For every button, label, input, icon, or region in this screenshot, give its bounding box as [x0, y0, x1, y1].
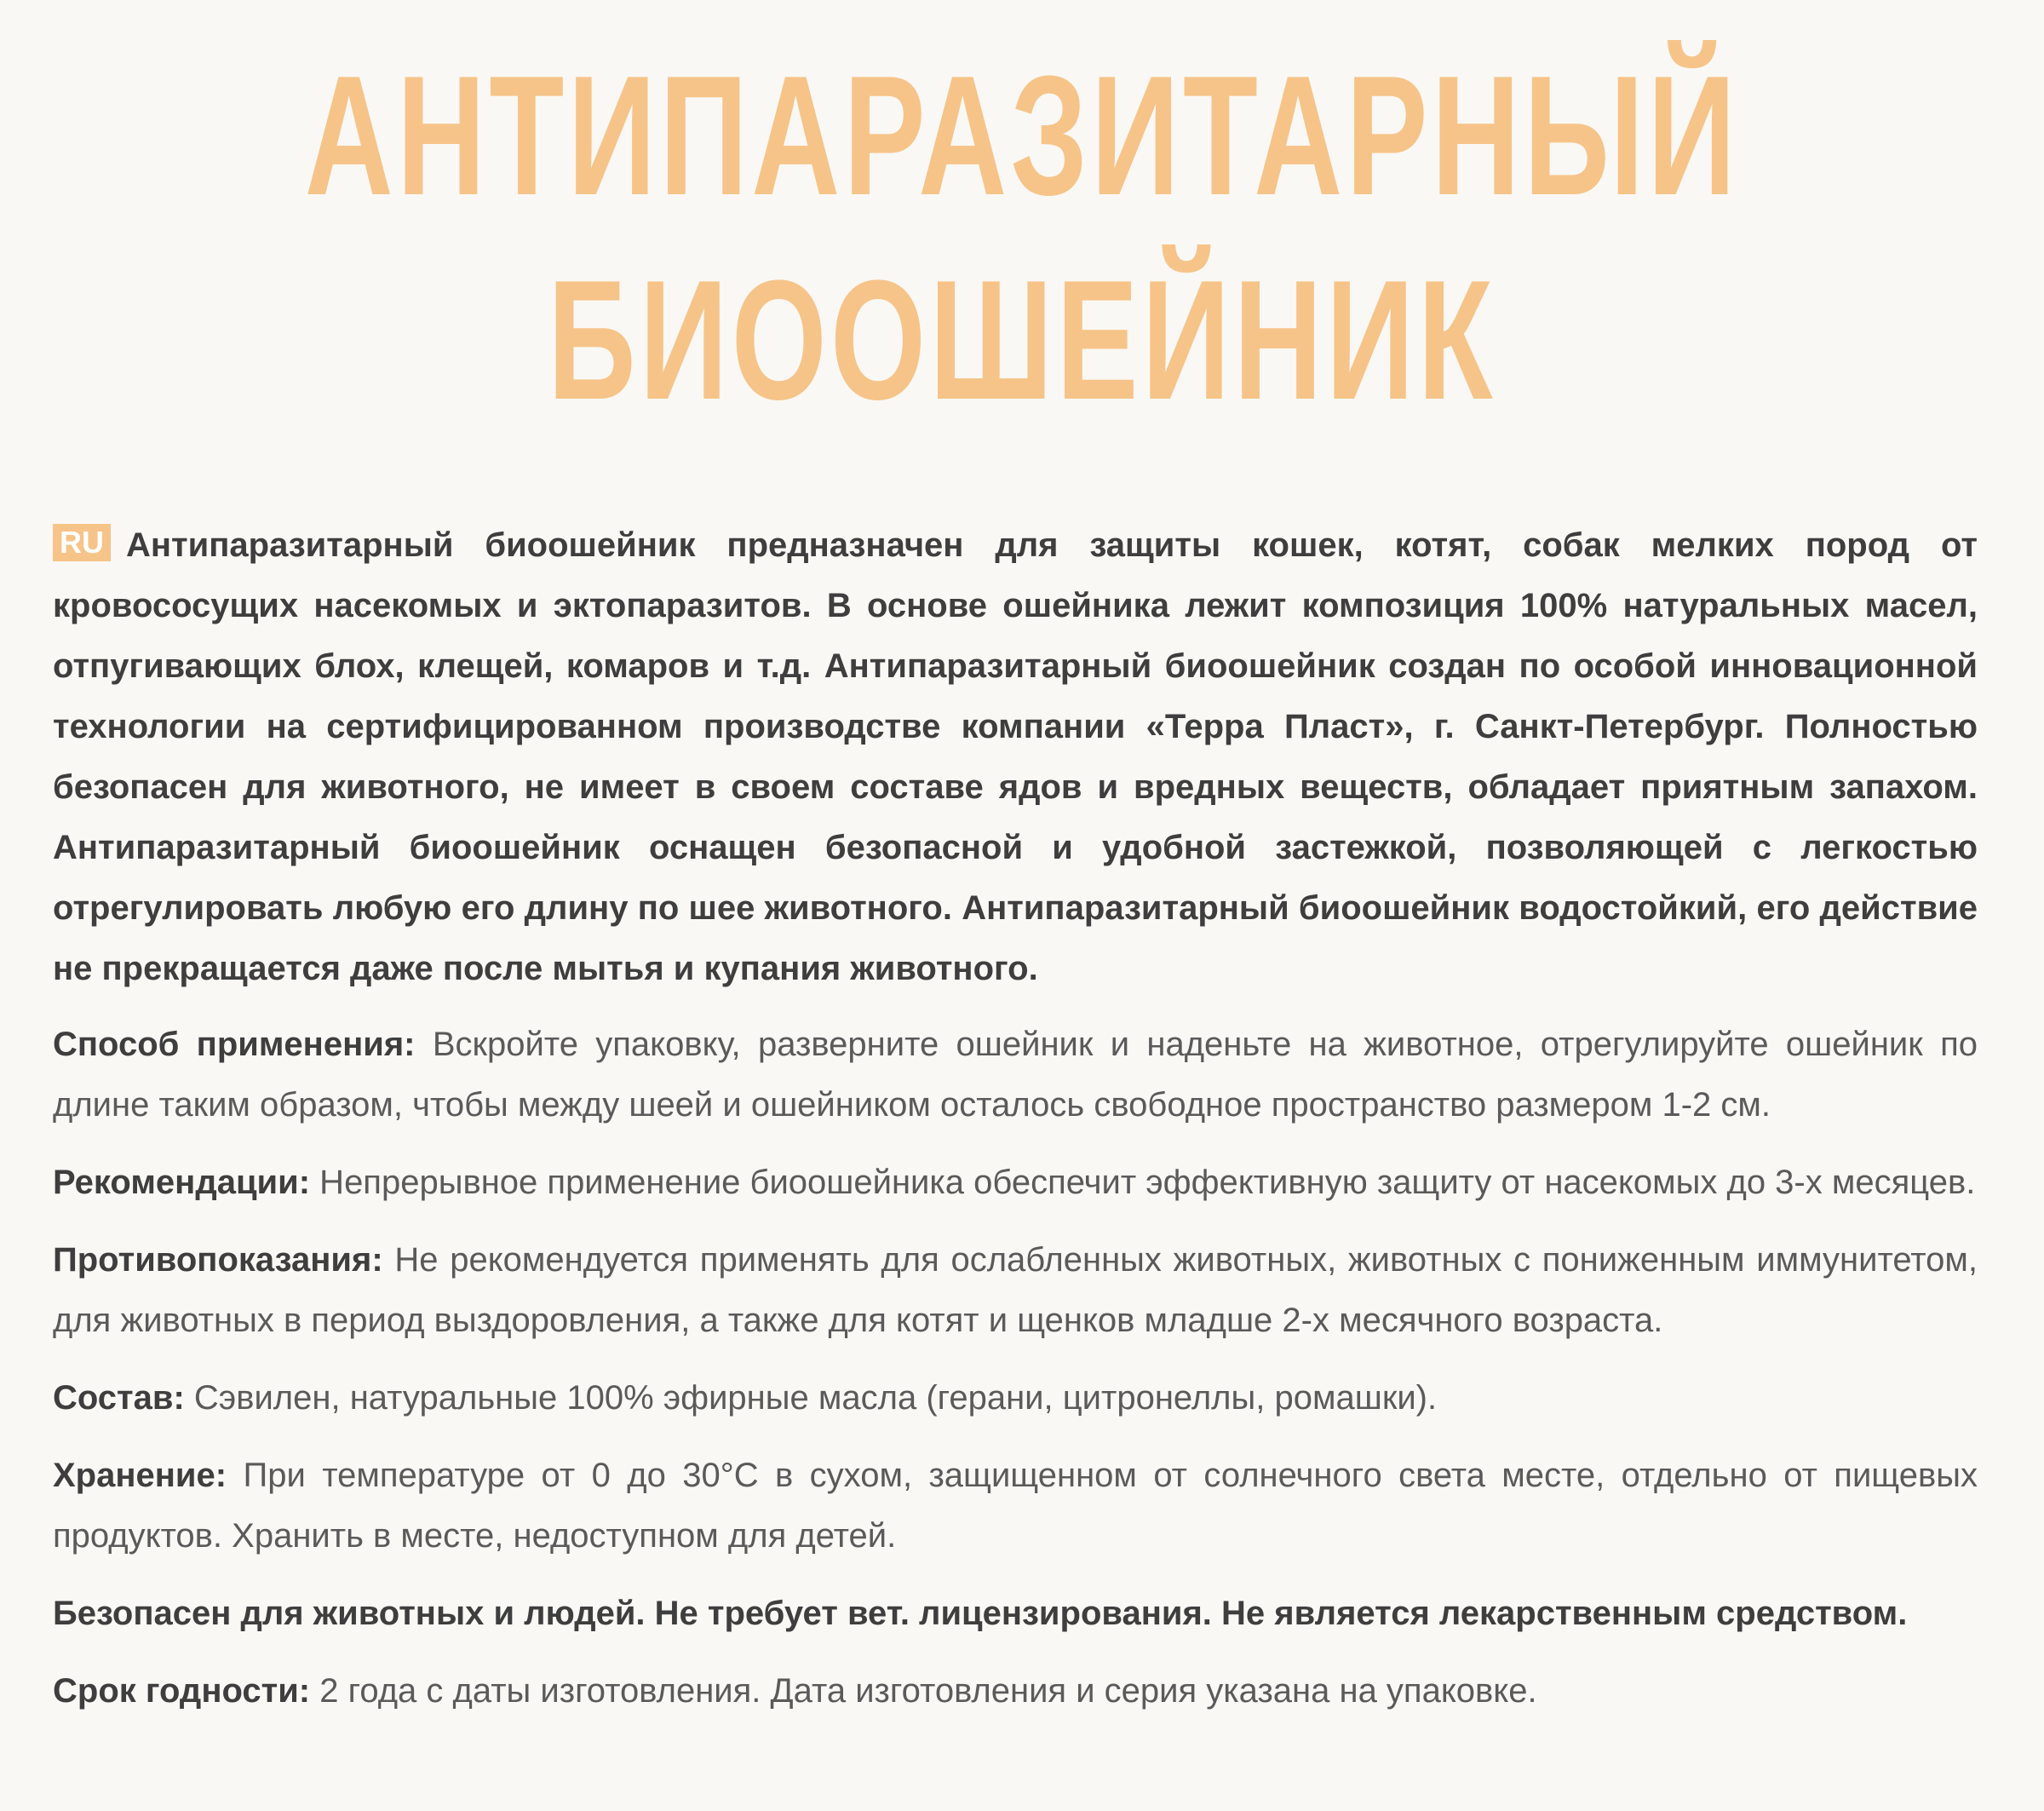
section-text: Не рекомендуется применять для ослабленных животных, животных с пониженным иммунитетом, для животных в период выздоровления, а также для котят и щенков младше 2-х месячного возраста.: [53, 1241, 1978, 1339]
section-shelf-life: [53, 1661, 1978, 1722]
title-line-2: БИООШЕЙНИК: [548, 245, 1496, 435]
section-text: При температуре от 0 до 30°С в сухом, защищенном от солнечного света месте, отдельно от пищевых продуктов. Хранить в месте, недоступном для детей.: [53, 1457, 1978, 1555]
section-label: Хранение:: [53, 1457, 227, 1494]
language-badge: RU: [53, 524, 111, 561]
title-block: [0, 34, 2044, 435]
intro-paragraph: [53, 515, 1978, 999]
section-composition: [53, 1368, 1978, 1429]
section-text: 2 года с даты изготовления. Дата изготовления и серия указана на упаковке.: [310, 1672, 1537, 1710]
safety-statement: Безопасен для животных и людей. Не требует вет. лицензирования. Не является лекарственным средством.: [53, 1595, 1908, 1632]
section-text: Непрерывное применение биоошейника обеспечит эффективную защиту от насекомых до 3-х месяцев.: [310, 1164, 1976, 1201]
section-usage: [53, 1015, 1978, 1135]
section-label: Состав:: [53, 1379, 185, 1417]
section-text: Вскройте упаковку, разверните ошейник и наденьте на животное, отрегулируйте ошейник по длине таким образом, чтобы между шеей и ошейником осталось свободное пространство размером 1-2 см.: [53, 1026, 1978, 1124]
section-contraindications: [53, 1230, 1978, 1351]
intro-text: Антипаразитарный биоошейник предназначен для защиты кошек, котят, собак мелких пород от кровососущих насекомых и эктопаразитов. В основе ошейника лежит композиция 100% натуральных масел, отпугивающих блох, клещей, комаров и т.д. Антипаразитарный биоошейник создан по особой инновационной технологии на сертифицированном производстве компании «Терра Пласт», г. Санкт-Петербург. Полностью безопасен для животного, не имеет в своем составе ядов и вредных веществ, обладает приятным запахом. Антипаразитарный биоошейник оснащен безопасной и удобной застежкой, позволяющей с легкостью отрегулировать любую его длину по шее животного. Антипаразитарный биоошейник водостойкий, его действие не прекращается даже после мытья и купания животного.: [53, 526, 1978, 987]
description-text: [53, 515, 1978, 1739]
title-line-1: АНТИПАРАЗИТАРНЫЙ: [304, 41, 1740, 231]
section-label: Срок годности:: [53, 1672, 311, 1710]
section-text: Сэвилен, натуральные 100% эфирные масла (герани, цитронеллы, ромашки).: [184, 1379, 1438, 1417]
section-recommendations: [53, 1153, 1978, 1213]
section-label: Противопоказания:: [53, 1241, 383, 1279]
section-label: Рекомендации:: [53, 1164, 311, 1201]
section-label: Способ применения:: [53, 1026, 416, 1063]
section-storage: [53, 1446, 1978, 1567]
